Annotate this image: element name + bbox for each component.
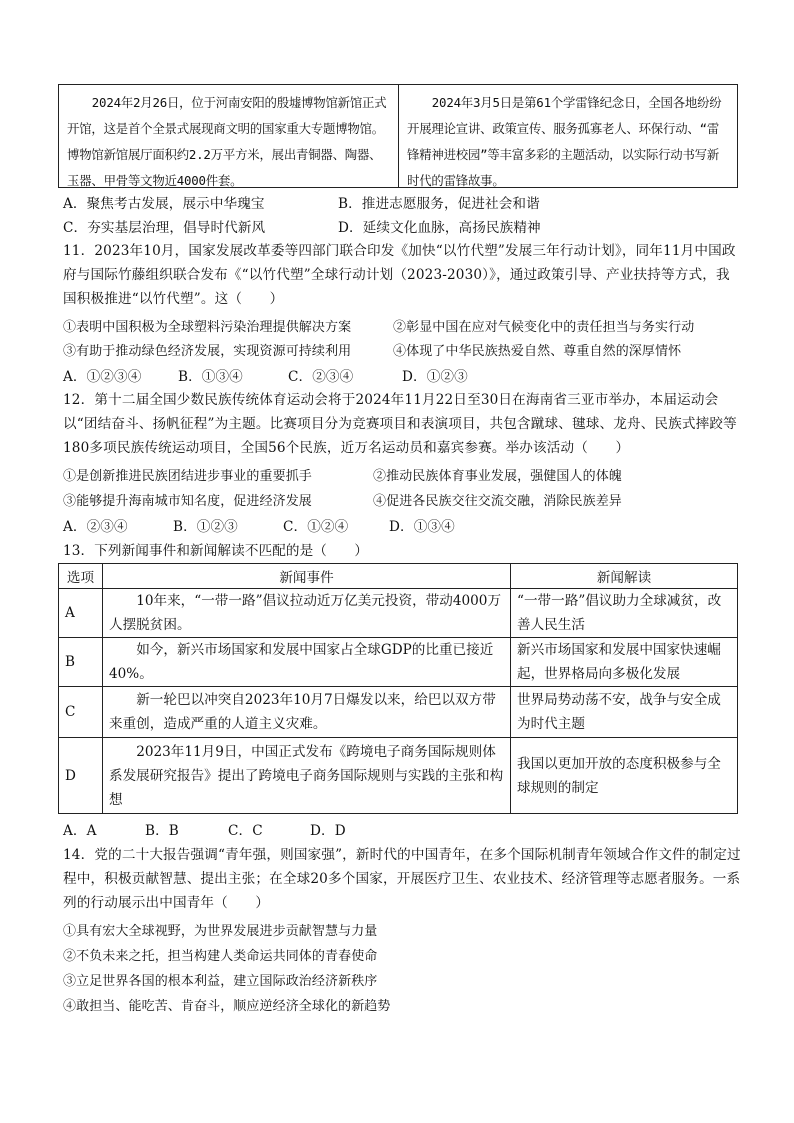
q11-options [63,365,468,385]
q13-option-a[interactable]: A．A [63,823,97,839]
q13-option-b[interactable]: B．B [145,823,179,839]
table-row [59,687,738,738]
q10-option-c[interactable]: C．夯实基层治理，倡导时代新风 [63,220,266,236]
table-row [59,589,738,638]
q12-stem: 12．第十二届全国少数民族传统体育运动会将于2024年11月22日至30日在海南省三亚市举办，本届运动会以“团结奋斗、扬帆征程”为主题。比赛项目分为竞赛项目和表演项目，共包含蹴球、毽球、龙舟、民族式摔跤等180多项民族传统运动项目，全国56个民族，近万名运动员和嘉宾参赛。举办该活动（ ） [63,392,737,456]
material-yinxu-museum: 2024年2月26日，位于河南安阳的殷墟博物馆新馆正式开馆，这是首个全景式展现商文明的国家重大专题博物馆。博物馆新馆展厅面积约2.2万平方米，展出青铜器、陶器、玉器、甲骨等文物近4000件套。 [67,95,387,188]
row-interpretation: “一带一路”倡议助力全球减贫，改善人民生活 [511,589,738,638]
q13-option-c[interactable]: C．C [228,823,263,839]
q14-statement-2: ②不负未来之托，担当构建人类命运共同体的青春使命 [63,949,378,964]
q11-option-d[interactable]: D．①②③ [402,369,468,385]
q14-statement-1: ①具有宏大全球视野，为世界发展进步贡献智慧与力量 [63,924,378,939]
q12-statements-row-2 [63,490,622,509]
q12-options [63,515,455,535]
row-event: 2023年11月9日，中国正式发布《跨境电子商务国际规则体系发展研究报告》提出了跨境电子商务国际规则与实践的主张和构想 [103,738,511,814]
row-label: B [59,638,103,687]
q11-statement-3: ③有助于推动绿色经济发展，实现资源可持续利用 [63,344,352,359]
q11-option-c[interactable]: C．②③④ [288,369,354,385]
q14-stem: 14．党的二十大报告强调“青年强，则国家强”，新时代的中国青年，在多个国际机制青年领域合作文件的制定过程中，积极贡献智慧、提出主张；在全球20多个国家，开展医疗卫生、农业技术、经济管理等志愿者服务。一系列的行动展示出中国青年（ ） [63,847,741,911]
row-event: 如今，新兴市场国家和发展中国家占全球GDP的比重已接近40%。 [103,638,511,687]
header-interpretation: 新闻解读 [511,564,738,589]
q12-option-a[interactable]: A．②③④ [63,519,128,535]
q11-option-a[interactable]: A．①②③④ [63,369,142,385]
q12-option-b[interactable]: B．①②③ [173,519,238,535]
q11-statement-4: ④体现了中华民族热爱自然、尊重自然的深厚情怀 [393,344,682,359]
header-event: 新闻事件 [103,564,511,589]
q12-option-c[interactable]: C．①②④ [283,519,349,535]
q14-statement-3: ③立足世界各国的根本利益，建立国际政治经济新秩序 [63,974,378,989]
q11-statements-row-2 [63,340,681,359]
q10-options-row-1 [63,192,540,212]
q11-stem: 11．2023年10月，国家发展改革委等四部门联合印发《加快“以竹代塑”发展三年行动计划》，同年11月中国政府与国际竹藤组织联合发布《“以竹代塑”全球行动计划（2023-2030）》，通过政策引导、产业扶持等方式，我国积极推进“以竹代塑”。这（ ） [63,243,736,307]
row-interpretation: 我国以更加开放的态度积极参与全球规则的制定 [511,738,738,814]
row-label: D [59,738,103,814]
material-leifeng-day: 2024年3月5日是第61个学雷锋纪念日，全国各地纷纷开展理论宣讲、政策宣传、服务孤寡老人、环保行动、“雷锋精神进校园”等丰富多彩的主题活动，以实际行动书写新时代的雷锋故事。 [398,85,737,187]
q13-news-table [58,563,738,814]
q11-statements-row-1 [63,316,694,335]
q12-statement-3: ③能够提升海南城市知名度，促进经济发展 [63,494,312,509]
q13-options [63,819,346,839]
q12-statements-row-1 [63,465,622,484]
q12-option-d[interactable]: D．①③④ [389,519,455,535]
header-option: 选项 [59,564,103,589]
q10-option-b[interactable]: B．推进志愿服务，促进社会和谐 [338,196,540,212]
table-header-row [59,564,738,589]
row-label: A [59,589,103,638]
q12-statement-2: ②推动民族体育事业发展，强健国人的体魄 [373,469,622,484]
table-row [59,638,738,687]
q13-stem: 13．下列新闻事件和新闻解读不匹配的是（ ） [63,543,369,559]
row-interpretation: 世界局势动荡不安，战争与安全成为时代主题 [511,687,738,738]
q11-option-b[interactable]: B．①③④ [178,369,243,385]
row-event: 10年来，“一带一路”倡议拉动近万亿美元投资，带动4000万人摆脱贫困。 [103,589,511,638]
table-row [59,738,738,814]
q10-options-row-2 [63,216,541,236]
q12-statement-4: ④促进各民族交往交流交融，消除民族差异 [373,494,622,509]
q13-option-d[interactable]: D．D [310,823,346,839]
material-box [58,84,738,188]
row-event: 新一轮巴以冲突自2023年10月7日爆发以来，给巴以双方带来重创，造成严重的人道主义灾难。 [103,687,511,738]
row-interpretation: 新兴市场国家和发展中国家快速崛起，世界格局向多极化发展 [511,638,738,687]
q11-statement-1: ①表明中国积极为全球塑料污染治理提供解决方案 [63,320,352,335]
q14-statement-4: ④敢担当、能吃苦、肯奋斗，顺应逆经济全球化的新趋势 [63,999,391,1014]
q10-option-d[interactable]: D．延续文化血脉，高扬民族精神 [338,220,541,236]
row-label: C [59,687,103,738]
q12-statement-1: ①是创新推进民族团结进步事业的重要抓手 [63,469,312,484]
q10-option-a[interactable]: A．聚焦考古发展，展示中华瑰宝 [63,196,265,212]
q11-statement-2: ②彰显中国在应对气候变化中的责任担当与务实行动 [393,320,695,335]
